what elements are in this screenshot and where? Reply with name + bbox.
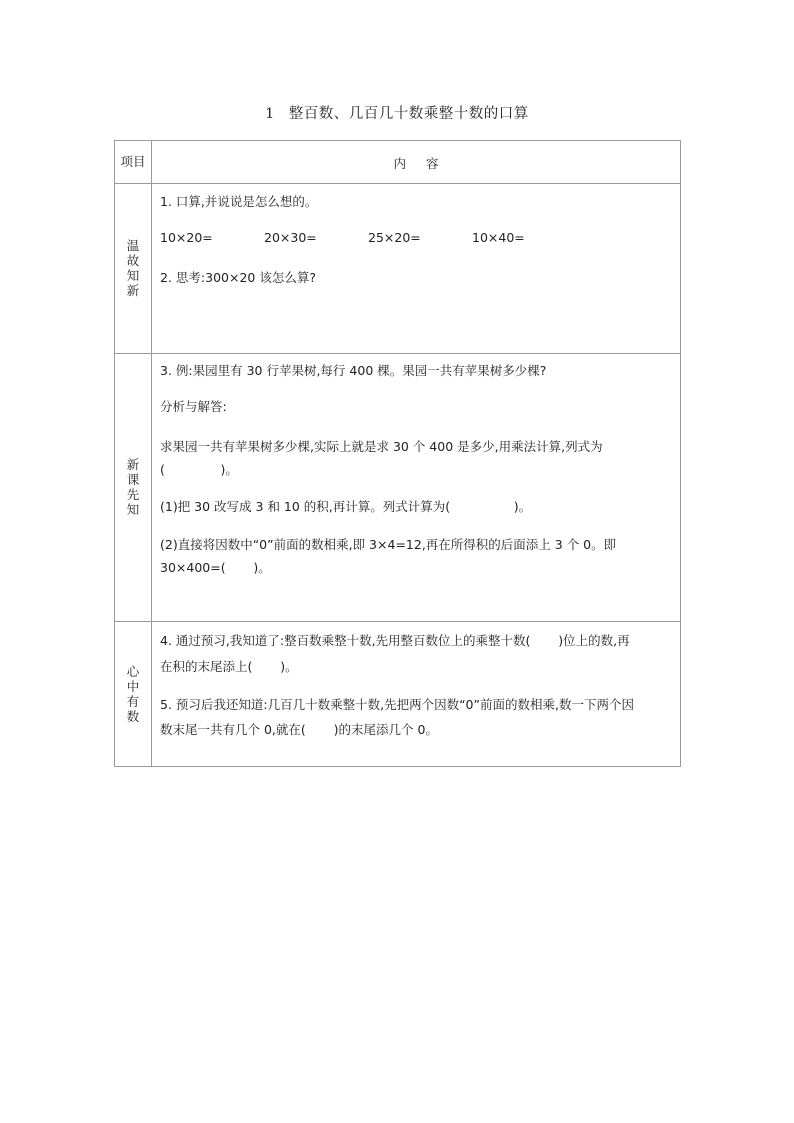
header-content-cell (152, 141, 681, 184)
section-summary-label: 心中有数 (126, 663, 140, 724)
method-2-line1: (2)直接将因数中“0”前面的数相乘,即 3×4=12,再在所得积的后面添上 3 个 0。即 (160, 537, 617, 552)
question-1: 1. 口算,并说说是怎么想的。 (160, 194, 318, 209)
section-summary-content (152, 622, 681, 767)
header-content-label: 内容 (393, 155, 459, 171)
section-review-content (152, 184, 681, 354)
analysis-label: 分析与解答: (160, 399, 227, 414)
section-new-lesson-content (152, 354, 681, 622)
question-2: 2. 思考:300×20 该怎么算? (160, 270, 316, 285)
calc-row (160, 229, 674, 247)
calc-item: 10×40= (472, 230, 525, 245)
header-item-cell (115, 141, 152, 184)
section-review-label-cell (115, 184, 152, 354)
section-new-lesson-label: 新课先知 (126, 457, 140, 517)
section-new-lesson-row (115, 354, 681, 622)
calc-item: 25×20= (368, 230, 421, 245)
section-new-lesson-label-cell (115, 354, 152, 622)
header-item-label: 项目 (120, 154, 146, 169)
question-4-line2: 在积的末尾添上( )。 (160, 659, 298, 674)
question-5-line1: 5. 预习后我还知道:几百几十数乘整十数,先把两个因数“0”前面的数相乘,数一下两个因 (160, 697, 634, 712)
question-4-line1: 4. 通过预习,我知道了:整百数乘整十数,先用整百数位上的乘整十数( )位上的数,再 (160, 633, 630, 648)
question-3: 3. 例:果园里有 30 行苹果树,每行 400 棵。果园一共有苹果树多少棵? (160, 363, 547, 378)
calc-item: 10×20= (160, 230, 213, 245)
page-title (0, 102, 794, 123)
method-1: (1)把 30 改写成 3 和 10 的积,再计算。列式计算为( )。 (160, 499, 532, 514)
analysis-paragraph-line2: ( )。 (160, 462, 238, 477)
lesson-number: 1 (265, 106, 275, 122)
table-header-row (115, 141, 681, 184)
section-review-row (115, 184, 681, 354)
section-summary-label-cell (115, 622, 152, 767)
method-2-line2: 30×400=( )。 (160, 560, 271, 575)
analysis-paragraph-line1: 求果园一共有苹果树多少棵,实际上就是求 30 个 400 是多少,用乘法计算,列式为 (160, 439, 603, 454)
section-summary-row (115, 622, 681, 767)
section-review-label: 温故知新 (126, 238, 140, 298)
lesson-title: 整百数、几百几十数乘整十数的口算 (288, 106, 529, 122)
calc-item: 20×30= (264, 230, 317, 245)
worksheet-table (114, 140, 681, 767)
question-5-line2: 数末尾一共有几个 0,就在( )的末尾添几个 0。 (160, 722, 438, 737)
